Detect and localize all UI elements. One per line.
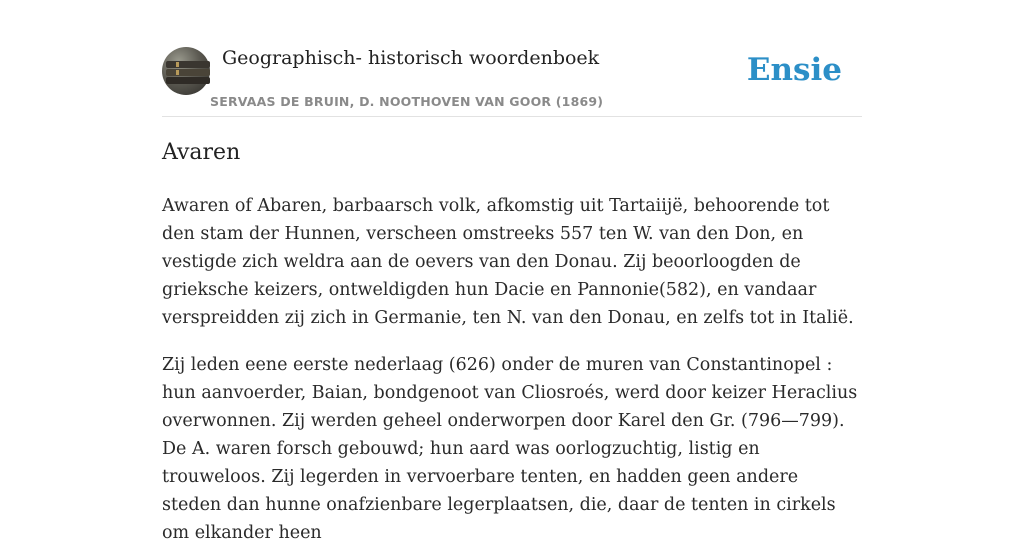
book-gilding	[176, 70, 179, 75]
book-spine	[166, 61, 210, 68]
book-author: SERVAAS DE BRUIN, D. NOOTHOVEN VAN GOOR (1869)	[210, 94, 604, 109]
book-cover-avatar[interactable]	[162, 47, 210, 95]
book-spine	[166, 77, 210, 84]
entry-paragraph: Zij leden eene eerste nederlaag (626) onder de muren van Constantinopel : hun aanvoerder, Baian, bondgenoot van Cliosroés, werd door keizer Heraclius overwonnen. Zij werden geheel onderworpen door Karel den Gr. (796—799). De A. waren forsch gebouwd; hun aard was oorlogzuchtig, listig en trouweloos. Zij legerden in vervoerbare tenten, en hadden geen andere steden dan hunne onafzienbare legerplaatsen, die, daar de tenten in cirkels om elkander heen	[162, 355, 858, 543]
ensie-logo[interactable]: Ensie	[746, 52, 842, 88]
entry-title: Avaren	[162, 140, 241, 165]
book-gilding	[176, 62, 179, 67]
book-title[interactable]: Geographisch- historisch woordenboek	[222, 47, 600, 69]
entry-paragraph: Awaren of Abaren, barbaarsch volk, afkomstig uit Tartaiijë, behoorende tot den stam der Hunnen, verscheen omstreeks 557 ten W. van den Don, en vestigde zich weldra aan de oevers van den Donau. Zij beoorloogden de grieksche keizers, ontweldigden hun Dacie en Pannonie(582), en vandaar verspreidden zij zich in Germanie, ten N. van den Donau, en zelfs tot in Italië.	[162, 196, 854, 328]
book-spine	[166, 69, 210, 76]
book-header	[162, 46, 862, 117]
